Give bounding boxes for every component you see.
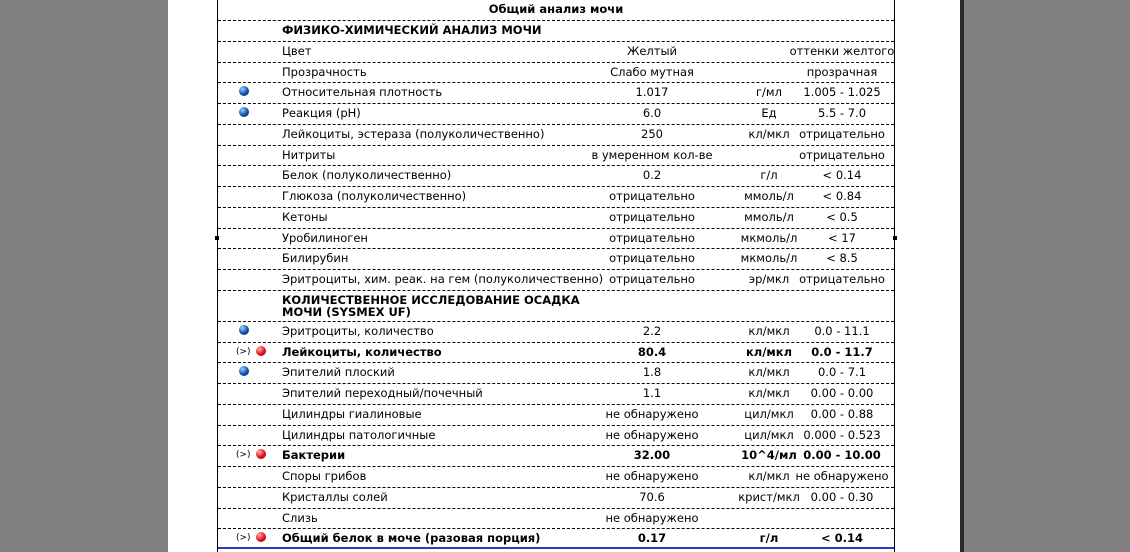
test-unit: ммоль/л (744, 189, 794, 203)
test-unit: мкмоль/л (740, 230, 798, 245)
test-unit: цил/мкл (744, 427, 794, 442)
table-row (218, 82, 894, 103)
test-unit: г/л (759, 531, 779, 546)
test-name: Цилиндры патологичные (282, 427, 436, 442)
table-row (218, 269, 894, 290)
normal-indicator-icon (239, 86, 249, 96)
test-name: Общий белок в моче (разовая порция) (282, 531, 541, 546)
test-name: Билирубин (282, 251, 349, 266)
test-reference: < 0.84 (822, 189, 862, 203)
table-row (218, 487, 894, 508)
test-reference: отрицательно (799, 272, 885, 286)
test-reference: < 0.14 (820, 531, 863, 546)
test-reference: оттенки желтого (789, 43, 895, 58)
test-reference: отрицательно (799, 126, 885, 141)
test-reference: прозрачная (806, 64, 878, 79)
table-row (218, 248, 894, 269)
table-row (218, 228, 894, 249)
test-reference: 0.0 - 7.1 (817, 365, 867, 380)
table-row (218, 145, 894, 166)
table-row (218, 404, 894, 425)
test-reference: отрицательно (799, 147, 885, 162)
abnormal-indicator-icon (256, 346, 266, 356)
document-title: Общий анализ мочи (488, 2, 624, 16)
table-row (218, 508, 894, 529)
table-row (218, 383, 894, 404)
test-unit: 10^4/мл (741, 448, 797, 463)
test-unit: кл/мкл (748, 323, 790, 338)
normal-indicator-icon (239, 366, 249, 376)
bottom-border-line (218, 547, 894, 549)
test-value: 1.1 (642, 386, 662, 400)
test-name: Эритроциты, хим. реак. на гем (полуколичественно) (282, 272, 604, 286)
test-unit: кл/мкл (748, 386, 790, 400)
abnormal-indicator-icon (256, 449, 266, 459)
test-value: 32.00 (633, 448, 671, 463)
test-name: Эритроциты, количество (282, 323, 434, 338)
test-unit: кл/мкл (748, 365, 790, 380)
table-row (218, 186, 894, 207)
test-value: не обнаружено (605, 427, 699, 442)
table-row (218, 103, 894, 124)
test-name: Цилиндры гиалиновые (282, 406, 422, 421)
test-name: Слизь (282, 510, 318, 525)
test-value: 1.8 (642, 365, 662, 380)
test-value: 2.2 (642, 323, 662, 338)
test-reference: 5.5 - 7.0 (817, 106, 867, 120)
test-unit: кл/мкл (748, 126, 790, 141)
test-unit: г/л (760, 168, 778, 183)
normal-indicator-icon (239, 325, 249, 335)
test-name: Лейкоциты, эстераза (полуколичественно) (282, 126, 545, 141)
table-rows (218, 20, 894, 549)
selection-handle-right[interactable] (893, 236, 897, 240)
test-name: Прозрачность (282, 64, 367, 79)
abnormal-indicator-icon (256, 532, 266, 542)
test-reference: 0.00 - 0.88 (810, 406, 874, 421)
test-value: 80.4 (637, 344, 667, 359)
test-reference: < 17 (828, 230, 856, 245)
table-row-abnormal (218, 342, 894, 363)
table-row (218, 124, 894, 145)
section-header-sediment (218, 290, 894, 321)
table-row-abnormal (218, 445, 894, 466)
table-row (218, 425, 894, 446)
test-value: отрицательно (609, 272, 695, 286)
test-unit: мкмоль/л (740, 251, 798, 266)
test-reference: 1.005 - 1.025 (803, 85, 881, 100)
test-unit: кл/мкл (748, 469, 790, 483)
test-value: 6.0 (642, 106, 662, 120)
table-row (218, 41, 894, 62)
test-value: 1.017 (635, 85, 669, 100)
test-name: Реакция (pH) (282, 106, 361, 120)
test-name: Эпителий плоский (282, 365, 395, 380)
test-name: Бактерии (282, 448, 346, 463)
table-row (218, 62, 894, 83)
test-reference: не обнаружено (795, 469, 889, 483)
high-flag: (>) (236, 450, 251, 461)
high-flag: (>) (236, 346, 251, 357)
test-reference: 0.00 - 10.00 (803, 448, 881, 463)
test-value: не обнаружено (605, 510, 699, 525)
test-name: Цвет (282, 43, 312, 58)
test-name: Кетоны (282, 209, 328, 224)
test-value: 0.17 (637, 531, 667, 546)
test-name: Относительная плотность (282, 85, 443, 100)
table-row (218, 466, 894, 487)
test-value: 70.6 (639, 489, 665, 504)
test-reference: 0.00 - 0.30 (810, 489, 874, 504)
test-name: Уробилиноген (282, 230, 368, 245)
test-value: 0.2 (642, 168, 662, 183)
table-row-abnormal (218, 528, 894, 549)
table-row (218, 362, 894, 383)
test-reference: 0.00 - 0.00 (810, 386, 874, 400)
results-table (217, 0, 895, 552)
test-unit: крист/мкл (738, 489, 800, 504)
test-name: Глюкоза (полуколичественно) (282, 189, 467, 203)
test-value: отрицательно (609, 189, 695, 203)
test-value: 250 (641, 126, 663, 141)
test-name: Лейкоциты, количество (282, 344, 442, 359)
table-row (218, 207, 894, 228)
test-value: не обнаружено (605, 469, 699, 483)
test-reference: 0.000 - 0.523 (803, 427, 881, 442)
test-unit: Ед (761, 106, 777, 120)
test-value: Слабо мутная (610, 64, 694, 79)
section-title: КОЛИЧЕСТВЕННОЕ ИССЛЕДОВАНИЕ ОСАДКА МОЧИ (SYSMEX UF) (282, 292, 580, 319)
test-value: отрицательно (609, 251, 695, 266)
test-value: отрицательно (609, 230, 695, 245)
normal-indicator-icon (239, 107, 249, 117)
table-row (218, 165, 894, 186)
test-unit: ммоль/л (744, 209, 794, 224)
test-name: Споры грибов (282, 469, 367, 483)
test-reference: 0.0 - 11.1 (814, 323, 870, 338)
test-name: Нитриты (282, 147, 336, 162)
test-reference: < 8.5 (826, 251, 858, 266)
test-value: отрицательно (609, 209, 695, 224)
test-reference: < 0.5 (826, 209, 858, 224)
test-unit: цил/мкл (744, 406, 794, 421)
test-value: в умеренном кол-ве (591, 147, 713, 162)
section-title: ФИЗИКО-ХИМИЧЕСКИЙ АНАЛИЗ МОЧИ (282, 23, 542, 37)
test-name: Кристаллы солей (282, 489, 388, 504)
test-value: не обнаружено (605, 406, 699, 421)
document-page (168, 0, 960, 552)
section-header-physchem (218, 20, 894, 41)
test-unit: эр/мкл (748, 272, 790, 286)
test-name: Белок (полуколичественно) (282, 168, 452, 183)
test-unit: г/мл (756, 85, 782, 100)
high-flag: (>) (236, 533, 251, 544)
test-name: Эпителий переходный/почечный (282, 386, 483, 400)
test-value: Желтый (626, 43, 678, 58)
selection-handle-left[interactable] (215, 236, 219, 240)
test-reference: 0.0 - 11.7 (811, 344, 873, 359)
test-reference: < 0.14 (822, 168, 862, 183)
table-row (218, 321, 894, 342)
test-unit: кл/мкл (745, 344, 793, 359)
